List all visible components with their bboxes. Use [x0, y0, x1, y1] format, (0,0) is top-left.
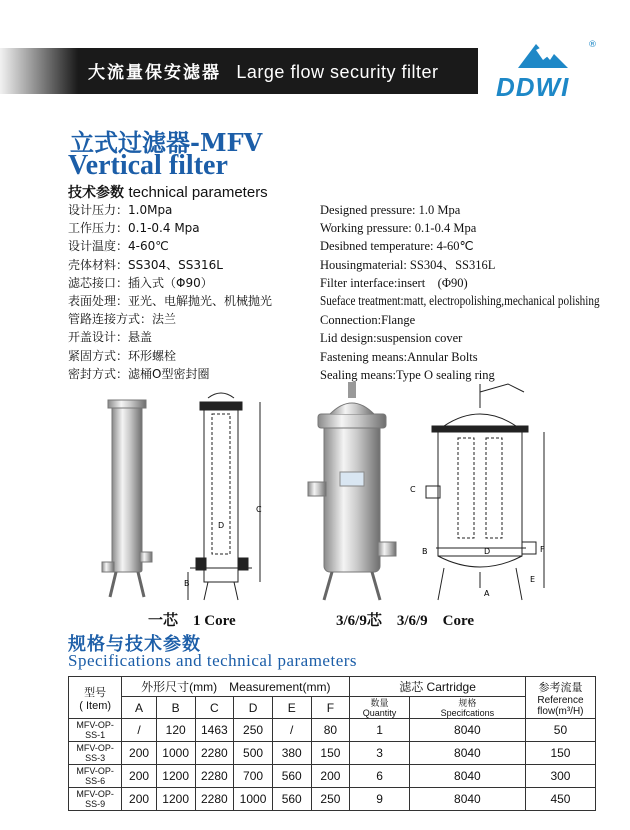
cell-qty: 1 — [350, 719, 410, 742]
dim-label-b: B — [184, 579, 190, 588]
cell-a: / — [122, 719, 157, 742]
param-en: Filter interface:insert (Φ90) — [320, 275, 468, 290]
cell-a: 200 — [122, 765, 157, 788]
dim-label-d2: D — [484, 547, 491, 556]
multi-core-drawing — [426, 384, 544, 600]
col-cartridge: 滤芯 Cartridge — [350, 677, 526, 697]
param-cn: 密封方式：滤桶O型密封圈 — [68, 366, 210, 381]
cell-spec: 8040 — [409, 742, 525, 765]
col-item — [69, 677, 122, 719]
param-cn: 设计温度：4-60℃ — [68, 239, 169, 254]
cell-c: 2280 — [195, 742, 234, 765]
dim-label-e2: E — [530, 575, 536, 584]
param-en: Desibned temperature: 4-60℃ — [320, 239, 474, 254]
col-b: B — [156, 697, 195, 719]
cell-f: 250 — [311, 788, 350, 811]
param-cn: 壳体材料：SS304、SS316L — [68, 257, 223, 272]
spec-heading-cn: 规格与技术参数 — [68, 634, 201, 655]
col-ref-en: Reference flow(m³/H) — [537, 694, 584, 717]
cell-f: 80 — [311, 719, 350, 742]
cell-d: 250 — [234, 719, 273, 742]
table-row — [69, 788, 596, 811]
dim-label-b2: B — [422, 547, 428, 556]
tech-heading-en: technical parameters — [128, 184, 268, 201]
cell-a: 200 — [122, 788, 157, 811]
logo-text: DDWI — [496, 72, 570, 102]
dim-label-c2: C — [410, 485, 416, 494]
param-cn: 紧固方式：环形螺栓 — [68, 348, 177, 363]
cell-c: 2280 — [195, 765, 234, 788]
single-core-photo — [102, 400, 152, 597]
cell-e: 380 — [272, 742, 311, 765]
param-cn: 管路连接方式：法兰 — [68, 312, 177, 327]
col-quantity — [350, 697, 410, 719]
param-en: Lid design:suspension cover — [320, 331, 463, 346]
param-cn: 工作压力：0.1-0.4 Mpa — [68, 221, 200, 236]
cell-d: 700 — [234, 765, 273, 788]
cell-spec: 8040 — [409, 765, 525, 788]
product-title-en: Vertical filter — [68, 150, 228, 181]
single-core-drawing — [188, 393, 260, 600]
cell-flow: 150 — [525, 742, 595, 765]
dim-label-a2: A — [484, 589, 490, 598]
cell-e: / — [272, 719, 311, 742]
dim-label-c: C — [256, 505, 262, 514]
registered-mark: ® — [588, 40, 597, 50]
col-measurement: 外形尺寸(mm) Measurement(mm) — [122, 677, 350, 697]
cell-e: 560 — [272, 788, 311, 811]
cell-item: MFV-OP-SS-6 — [69, 765, 122, 788]
col-spec-cn: 规格 — [458, 697, 477, 708]
param-en: Sealing means:Type O sealing ring — [320, 367, 495, 382]
tech-params-heading — [68, 182, 268, 202]
params-list-en — [320, 201, 630, 384]
spec-heading-en: Specifications and technical parameters — [68, 651, 358, 670]
caption-one-core: 一芯 1 Core — [148, 613, 236, 629]
cell-f: 150 — [311, 742, 350, 765]
cell-flow: 450 — [525, 788, 595, 811]
cell-item: MFV-OP-SS-1 — [69, 719, 122, 742]
cell-b: 1200 — [156, 765, 195, 788]
table-row — [69, 765, 596, 788]
cell-qty: 3 — [350, 742, 410, 765]
param-cn: 滤芯接口：插入式（Φ90） — [68, 275, 213, 290]
filter-drawings — [92, 372, 562, 608]
cell-c: 2280 — [195, 788, 234, 811]
cell-a: 200 — [122, 742, 157, 765]
col-a: A — [122, 697, 157, 719]
dim-label-f2: F — [540, 545, 545, 554]
cell-item: MFV-OP-SS-3 — [69, 742, 122, 765]
spec-table — [68, 676, 596, 811]
col-ref-cn: 参考流量 — [538, 681, 583, 694]
cell-spec: 8040 — [409, 788, 525, 811]
col-item-cn: 型号 — [84, 686, 107, 699]
table-row — [69, 742, 596, 765]
cell-d: 1000 — [234, 788, 273, 811]
tech-heading-cn: 技术参数 — [68, 185, 124, 201]
col-d: D — [234, 697, 273, 719]
cell-b: 120 — [156, 719, 195, 742]
col-reference-flow — [525, 677, 595, 719]
cell-flow: 300 — [525, 765, 595, 788]
cell-item: MFV-OP-SS-9 — [69, 788, 122, 811]
param-en: Sueface treatment:matt, electropolishing,mechanical polishing — [320, 294, 600, 310]
col-e: E — [272, 697, 311, 719]
product-title-cn: 立式过滤器-MFV — [70, 128, 263, 157]
table-row — [69, 719, 596, 742]
cell-d: 500 — [234, 742, 273, 765]
cell-spec: 8040 — [409, 719, 525, 742]
param-cn: 表面处理：亚光、电解抛光、机械抛光 — [68, 294, 273, 309]
param-cn: 设计压力：1.0Mpa — [68, 203, 173, 217]
param-en: Fastening means:Annular Bolts — [320, 349, 478, 364]
banner-title-en: Large flow security filter — [236, 62, 439, 82]
param-en: Working pressure: 0.1-0.4 Mpa — [320, 221, 477, 236]
cell-qty: 6 — [350, 765, 410, 788]
col-item-en: ( Item) — [79, 699, 112, 712]
param-cn: 开盖设计：悬盖 — [68, 330, 153, 345]
cell-qty: 9 — [350, 788, 410, 811]
cell-b: 1200 — [156, 788, 195, 811]
multi-core-photo — [308, 382, 396, 600]
col-qty-cn: 数量 — [370, 697, 389, 708]
cell-b: 1000 — [156, 742, 195, 765]
col-spec-en: Specifcations — [440, 707, 495, 718]
col-specifications — [409, 697, 525, 719]
banner-title-cn: 大流量保安滤器 — [88, 63, 221, 83]
col-qty-en: Quantity — [362, 707, 397, 718]
param-en: Connection:Flange — [320, 313, 416, 328]
cell-e: 560 — [272, 765, 311, 788]
param-en: Housingmaterial: SS304、SS316L — [320, 257, 496, 272]
col-c: C — [195, 697, 234, 719]
cell-c: 1463 — [195, 719, 234, 742]
banner-title — [88, 58, 438, 83]
dim-label-d: D — [218, 521, 225, 530]
caption-multi-core: 3/6/9芯 3/6/9 Core — [336, 613, 475, 629]
cell-flow: 50 — [525, 719, 595, 742]
cell-f: 200 — [311, 765, 350, 788]
params-list-cn — [68, 201, 272, 383]
param-en: Designed pressure: 1.0 Mpa — [320, 203, 461, 217]
col-f: F — [311, 697, 350, 719]
